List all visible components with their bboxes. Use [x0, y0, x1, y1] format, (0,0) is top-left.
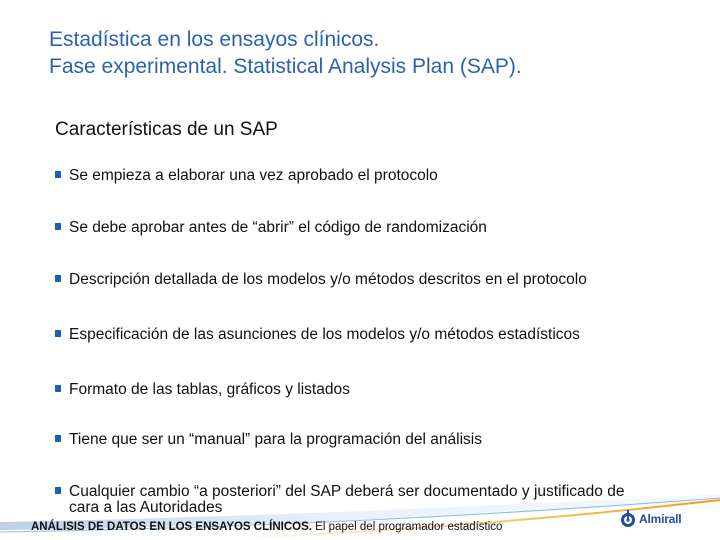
- bullet-item: [53, 382, 643, 398]
- title-line-1: Estadística en los ensayos clínicos.: [49, 28, 380, 51]
- bullet-item: [53, 220, 643, 236]
- slide-title: [49, 26, 522, 80]
- bullet-square-icon: [55, 435, 61, 442]
- bullet-square-icon: [55, 171, 61, 178]
- bullet-item: [53, 432, 643, 448]
- bullet-item: [53, 168, 643, 184]
- bullet-square-icon: [55, 385, 61, 392]
- footer-text-bold: ANÁLISIS DE DATOS EN LOS ENSAYOS CLÍNICOS.: [31, 521, 312, 533]
- bullet-text: Descripción detallada de los modelos y/o métodos descritos en el protocolo: [69, 271, 587, 288]
- bullet-list: [53, 168, 643, 516]
- almirall-logo: [619, 509, 681, 529]
- logo-text: Almirall: [639, 512, 682, 526]
- bullet-item: [53, 272, 643, 288]
- bullet-item: [53, 327, 643, 343]
- bullet-square-icon: [55, 330, 61, 337]
- bullet-text: Tiene que ser un “manual” para la programación del análisis: [69, 431, 482, 448]
- bullet-text: Especificación de las asunciones de los modelos y/o métodos estadísticos: [69, 326, 580, 343]
- almirall-logo-icon: [619, 509, 637, 529]
- bullet-square-icon: [55, 223, 61, 230]
- footer-text: [31, 521, 502, 533]
- title-line-2: Fase experimental. Statistical Analysis Plan (SAP).: [49, 55, 522, 78]
- slide-subtitle: Características de un SAP: [55, 119, 278, 140]
- bullet-text: Formato de las tablas, gráficos y listados: [69, 381, 350, 398]
- bullet-text: Cualquier cambio “a posteriori” del SAP deberá ser documentado y justificado de cara a las Autoridades: [69, 483, 625, 516]
- bullet-text: Se debe aprobar antes de “abrir” el código de randomización: [69, 219, 487, 236]
- bullet-square-icon: [55, 275, 61, 282]
- footer-text-regular: El papel del programador estadístico: [311, 521, 503, 533]
- bullet-text: Se empieza a elaborar una vez aprobado el protocolo: [69, 167, 438, 184]
